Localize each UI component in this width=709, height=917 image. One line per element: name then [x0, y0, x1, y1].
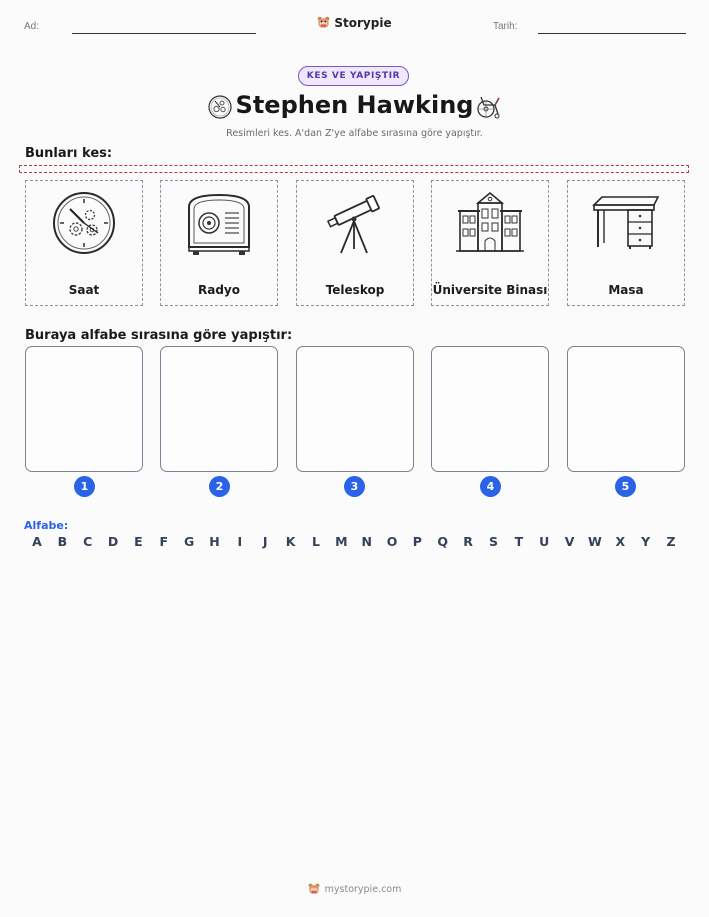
paste-slot[interactable]	[431, 346, 549, 472]
footer-site: mystorypie.com	[324, 883, 402, 895]
paste-slot[interactable]	[160, 346, 278, 472]
alphabet-letter: Z	[666, 534, 676, 549]
cut-card[interactable]	[160, 180, 278, 306]
paste-heading: Buraya alfabe sırasına göre yapıştır:	[25, 328, 293, 343]
name-label: Ad:	[24, 21, 40, 32]
alphabet-letter: S	[488, 534, 498, 549]
footer	[0, 880, 709, 899]
desk-icon	[592, 189, 660, 257]
instructions: Resimleri kes. A'dan Z'ye alfabe sırasına göre yapıştır.	[226, 128, 483, 139]
card-label: Masa	[608, 283, 644, 297]
alphabet-letter: Q	[437, 534, 449, 549]
alphabet-letter: O	[386, 534, 398, 549]
cut-card[interactable]	[431, 180, 549, 306]
date-line	[538, 33, 686, 34]
alphabet-letter: N	[361, 534, 372, 549]
alphabet-letter: R	[463, 534, 473, 549]
university-building-icon	[456, 189, 524, 257]
card-label: Radyo	[198, 283, 240, 297]
telescope-icon	[321, 189, 389, 257]
cut-heading: Bunları kes:	[25, 146, 113, 161]
alphabet-letter: A	[32, 534, 42, 549]
alphabet-letter: L	[311, 534, 320, 549]
alphabet-letter: T	[514, 534, 524, 549]
cut-card[interactable]	[296, 180, 414, 306]
alphabet-letter: I	[237, 534, 243, 549]
cut-card[interactable]	[567, 180, 685, 306]
alphabet-letter: W	[588, 534, 602, 549]
slot-number: 1	[74, 476, 95, 497]
alphabet-letter: X	[615, 534, 626, 549]
name-line	[72, 33, 256, 34]
alphabet-letter: B	[57, 534, 68, 549]
bear-icon	[308, 883, 320, 895]
brand-logo	[0, 14, 709, 33]
alphabet-letter: J	[262, 534, 268, 549]
clock-gears-icon	[50, 189, 118, 257]
slot-number: 4	[480, 476, 501, 497]
alphabet-letter: M	[335, 534, 348, 549]
slot-number: 3	[344, 476, 365, 497]
alphabet-letter: P	[412, 534, 422, 549]
alphabet-letter: V	[564, 534, 575, 549]
alphabet-label: Alfabe:	[24, 519, 69, 532]
card-label: Saat	[68, 283, 100, 297]
cut-line	[19, 165, 689, 173]
alphabet-letter: E	[134, 534, 143, 549]
date-label: Tarih:	[493, 21, 518, 32]
alphabet-letter: K	[285, 534, 296, 549]
card-label: Üniversite Binası	[432, 283, 548, 297]
paste-slot[interactable]	[567, 346, 685, 472]
alphabet-letter: C	[83, 534, 93, 549]
slot-number: 2	[209, 476, 230, 497]
card-label: Teleskop	[325, 283, 385, 297]
page-title: Stephen Hawking	[235, 91, 474, 119]
alphabet-letter: F	[159, 534, 169, 549]
activity-badge: KES VE YAPIŞTIR	[298, 66, 409, 86]
paste-slot[interactable]	[296, 346, 414, 472]
alphabet-letter: U	[539, 534, 550, 549]
alphabet-letter: H	[209, 534, 220, 549]
brand-name: Storypie	[334, 15, 392, 30]
alphabet-letter: D	[107, 534, 119, 549]
cut-card[interactable]	[25, 180, 143, 306]
alphabet-letter: Y	[641, 534, 651, 549]
alphabet-letter: G	[184, 534, 195, 549]
wheelchair-icon	[474, 92, 502, 120]
paste-slot[interactable]	[25, 346, 143, 472]
slot-number: 5	[615, 476, 636, 497]
radio-icon	[185, 189, 253, 257]
bear-icon	[317, 16, 330, 29]
